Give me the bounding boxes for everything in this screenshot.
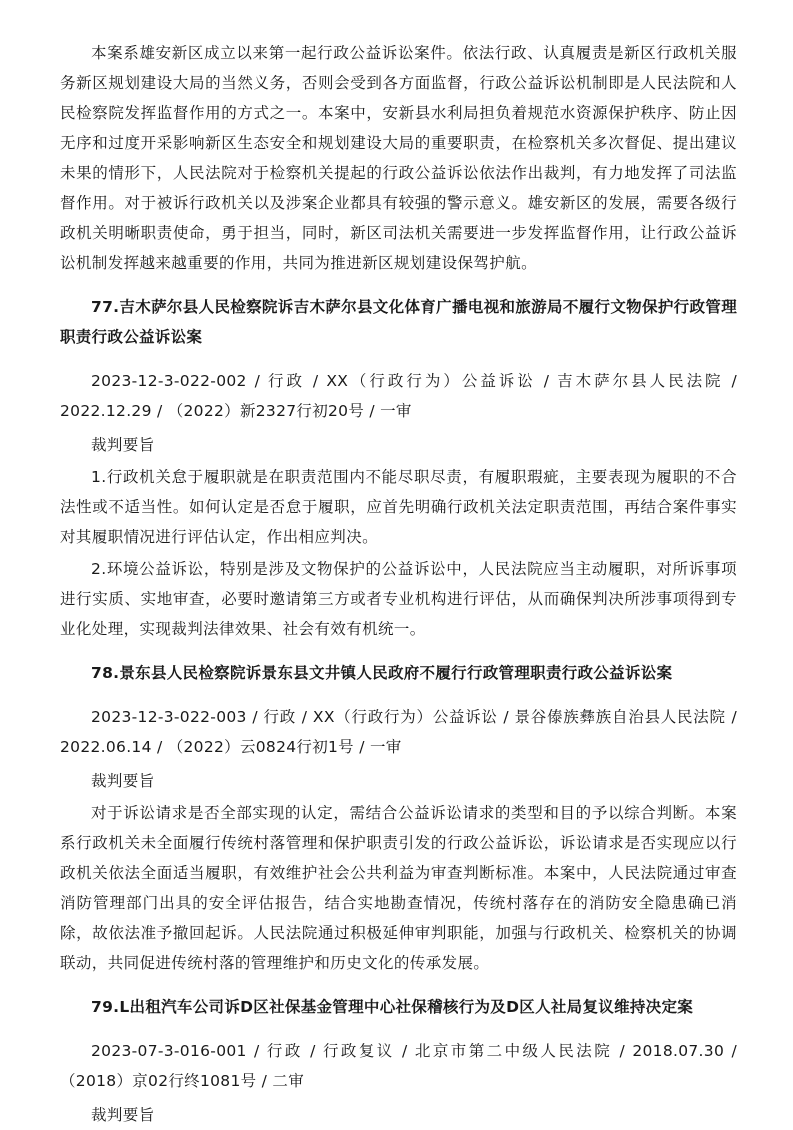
case-78 — [60, 658, 737, 978]
case-meta: 2023-12-3-022-003 / 行政 / XX（行政行为）公益诉讼 / 景谷傣族彝族自治县人民法院 / 2022.06.14 / （2022）云0824行初1号 / 一审 — [60, 708, 737, 756]
holding-label: 裁判要旨 — [91, 772, 155, 790]
case-title: 77.吉木萨尔县人民检察院诉吉木萨尔县文化体育广播电视和旅游局不履行文物保护行政管理职责行政公益诉讼案 — [60, 298, 737, 346]
case-title: 78.景东县人民检察院诉景东县文井镇人民政府不履行行政管理职责行政公益诉讼案 — [91, 664, 673, 682]
holding-paragraph: 对于诉讼请求是否全部实现的认定，需结合公益诉讼请求的类型和目的予以综合判断。本案系行政机关未全面履行传统村落管理和保护职责引发的行政公益诉讼，诉讼请求是否实现应以行政机关依法全面适当履职，有效维护社会公共利益为审查判断标准。本案中，人民法院通过审查消防管理部门出具的安全评估报告，结合实地勘查情况，传统村落存在的消防安全隐患确已消除，故依法准予撤回起诉。人民法院通过积极延伸审判职能，加强与行政机关、检察机关的协调联动，共同促进传统村落的管理维护和历史文化的传承发展。 — [60, 804, 737, 972]
holding-label: 裁判要旨 — [91, 436, 155, 454]
case-title: 79.L出租汽车公司诉D区社保基金管理中心社保稽核行为及D区人社局复议维持决定案 — [91, 998, 694, 1016]
case-79 — [60, 992, 737, 1130]
holding-paragraph: 1.行政机关怠于履职就是在职责范围内不能尽职尽责，有履职瑕疵，主要表现为履职的不合法性或不适当性。如何认定是否怠于履职，应首先明确行政机关法定职责范围，再结合案件事实对其履职情况进行评估认定，作出相应判决。 — [60, 468, 737, 546]
case-meta: 2023-07-3-016-001 / 行政 / 行政复议 / 北京市第二中级人民法院 / 2018.07.30 / （2018）京02行终1081号 / 二审 — [60, 1042, 737, 1090]
case-meta: 2023-12-3-022-002 / 行政 / XX（行政行为）公益诉讼 / 吉木萨尔县人民法院 / 2022.12.29 / （2022）新2327行初20号 / 一审 — [60, 372, 737, 420]
holding-paragraph: 2.环境公益诉讼，特别是涉及文物保护的公益诉讼中，人民法院应当主动履职，对所诉事项进行实质、实地审查，必要时邀请第三方或者专业机构进行评估，从而确保判决所涉事项得到专业化处理，实现裁判法律效果、社会有效有机统一。 — [60, 560, 737, 638]
intro-paragraph: 本案系雄安新区成立以来第一起行政公益诉讼案件。依法行政、认真履责是新区行政机关服务新区规划建设大局的当然义务，否则会受到各方面监督，行政公益诉讼机制即是人民法院和人民检察院发挥监督作用的方式之一。本案中，安新县水利局担负着规范水资源保护秩序、防止因无序和过度开采影响新区生态安全和规划建设大局的重要职责，在检察机关多次督促、提出建议未果的情形下，人民法院对于检察机关提起的行政公益诉讼依法作出裁判，有力地发挥了司法监督作用。对于被诉行政机关以及涉案企业都具有较强的警示意义。雄安新区的发展，需要各级行政机关明晰职责使命，勇于担当，同时，新区司法机关需要进一步发挥监督作用，让行政公益诉讼机制发挥越来越重要的作用，共同为推进新区规划建设保驾护航。 — [60, 44, 737, 272]
holding-label: 裁判要旨 — [91, 1106, 155, 1124]
case-77 — [60, 292, 737, 644]
